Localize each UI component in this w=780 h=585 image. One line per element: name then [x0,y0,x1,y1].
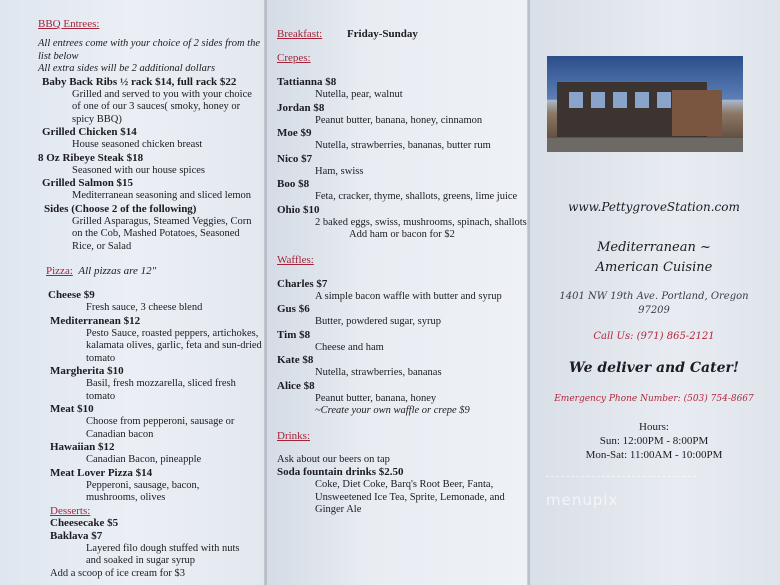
emergency-phone: Emergency Phone Number: (503) 754-8667 [554,394,754,404]
ohio-addon: Add ham or bacon for $2 [349,229,455,240]
crepes-section-title: Crepes: [277,52,311,64]
drinks-section-title: Drinks: [277,429,310,442]
fold-line-left [264,0,267,585]
mediterranean-pizza-desc: Pesto Sauce, roasted peppers, artichokes, kalamata olives, garlic, feta and sun-dried tomato [86,327,262,364]
baklava-desc: Layered filo dough stuffed with nuts and soaked in sugar syrup [86,542,240,566]
meat-pizza-item: Meat $10 [50,403,94,415]
hours-sunday: Sun: 12:00PM - 8:00PM [599,435,709,447]
ice-cream-addon: Add a scoop of ice cream for $3 [50,567,185,579]
kate-item: Kate $8 [277,354,314,366]
alice-item: Alice $8 [277,379,315,392]
charles-desc: A simple bacon waffle with butter and syrup [315,290,502,302]
mediterranean-pizza-item: Mediterranean $12 [50,314,141,327]
sides-item: Sides (Choose 2 of the following) [44,202,197,215]
call-us-phone[interactable]: Call Us: (971) 865-2121 [593,331,715,342]
hours-title: Hours: [639,421,669,433]
ribs-item: Baby Back Ribs ½ rack $14, full rack $22 [42,75,237,88]
soda-item: Soda fountain drinks $2.50 [277,466,404,478]
bbq-note-sides: All entrees come with your choice of 2 sides from the list below [38,38,261,62]
cheesecake-item: Cheesecake $5 [50,516,119,529]
ohio-desc: 2 baked eggs, swiss, mushrooms, spinach, shallots [315,216,527,228]
kate-desc: Nutella, strawberries, bananas [315,367,442,378]
margherita-pizza-item: Margherita $10 [50,365,124,377]
desserts-section-title: Desserts: [50,504,91,517]
tim-desc: Cheese and ham [315,341,384,353]
website-url[interactable]: www.PettygroveStation.com [568,200,740,214]
breakfast-days: Friday-Sunday [346,28,418,40]
breakfast-section-title: Breakfast: [277,28,323,40]
nico-item: Nico $7 [277,152,313,165]
salmon-desc: Mediterranean seasoning and sliced lemon [72,190,252,201]
tim-item: Tim $8 [277,328,311,341]
cuisine-tagline: Mediterranean ~ American Cuisine [595,240,713,275]
menupix-watermark: menupix [546,491,619,509]
hours-block [528,420,780,462]
address-line-1: 1401 NW 19th Ave. Portland, Oregon [559,291,749,302]
soda-desc: Coke, Diet Coke, Barq's Root Beer, Fanta, Unsweetened Ice Tea, Sprite, Lemonade, and Ginger Ale [315,479,505,515]
cheese-pizza-item: Cheese $9 [48,289,95,301]
right-info-panel [528,0,780,585]
address-line-2: 97209 [638,305,670,316]
meat-pizza-desc: Choose from pepperoni, sausage or Canadian bacon [86,416,235,440]
bbq-note-extra: All extra sides will be 2 additional dollars [38,63,216,74]
hawaiian-pizza-item: Hawaiian $12 [50,441,115,453]
moe-desc: Nutella, strawberries, bananas, butter rum [315,140,491,151]
jordan-desc: Peanut butter, banana, honey, cinnamon [315,114,483,126]
alice-desc: Peanut butter, banana, honey [315,392,437,404]
pizza-section-title: Pizza: [46,265,73,277]
beers-note: Ask about our beers on tap [277,453,390,465]
charles-item: Charles $7 [277,277,328,290]
cheese-pizza-desc: Fresh sauce, 3 cheese blend [86,302,203,313]
watermark-divider [546,476,696,477]
tattianna-desc: Nutella, pear, walnut [315,89,403,100]
address [528,290,780,318]
left-menu-panel [0,0,265,585]
create-your-own-note: ~Create your own waffle or crepe $9 [315,405,470,416]
meat-lover-pizza-item: Meat Lover Pizza $14 [50,466,153,479]
bbq-section-title: BBQ Entrees: [38,18,100,30]
gus-item: Gus $6 [277,303,310,315]
gus-desc: Butter, powdered sugar, syrup [315,316,442,327]
ribeye-item: 8 Oz Ribeye Steak $18 [38,151,144,164]
baklava-item: Baklava $7 [50,529,103,542]
sides-desc: Grilled Asparagus, Steamed Veggies, Corn on the Cob, Mashed Potatoes, Seasoned Rice, or Salad [72,215,252,252]
hawaiian-pizza-desc: Canadian Bacon, pineapple [86,454,202,465]
chicken-item: Grilled Chicken $14 [42,126,137,138]
restaurant-photo [547,56,743,152]
pizza-note: All pizzas are 12" [78,265,157,277]
moe-item: Moe $9 [277,127,312,139]
fold-line-right [527,0,530,585]
ribeye-desc: Seasoned with our house spices [72,164,205,176]
deliver-cater-slogan: We deliver and Cater! [568,360,739,376]
boo-desc: Feta, cracker, thyme, shallots, greens, lime juice [315,191,518,202]
middle-menu-panel [265,0,528,585]
tattianna-item: Tattianna $8 [277,76,337,88]
ribs-desc: Grilled and served to you with your choice of one of our 3 sauces( smoky, honey or spicy BBQ) [72,88,252,125]
margherita-pizza-desc: Basil, fresh mozzarella, sliced fresh tomato [86,378,236,402]
nico-desc: Ham, swiss [315,165,364,177]
meat-lover-pizza-desc: Pepperoni, sausage, bacon, mushrooms, olives [86,479,200,503]
boo-item: Boo $8 [277,178,310,190]
hours-mon-sat: Mon-Sat: 11:00AM - 10:00PM [585,449,723,461]
ohio-item: Ohio $10 [277,203,320,216]
salmon-item: Grilled Salmon $15 [42,177,134,189]
waffles-section-title: Waffles: [277,253,314,266]
jordan-item: Jordan $8 [277,101,325,114]
chicken-desc: House seasoned chicken breast [72,139,203,150]
